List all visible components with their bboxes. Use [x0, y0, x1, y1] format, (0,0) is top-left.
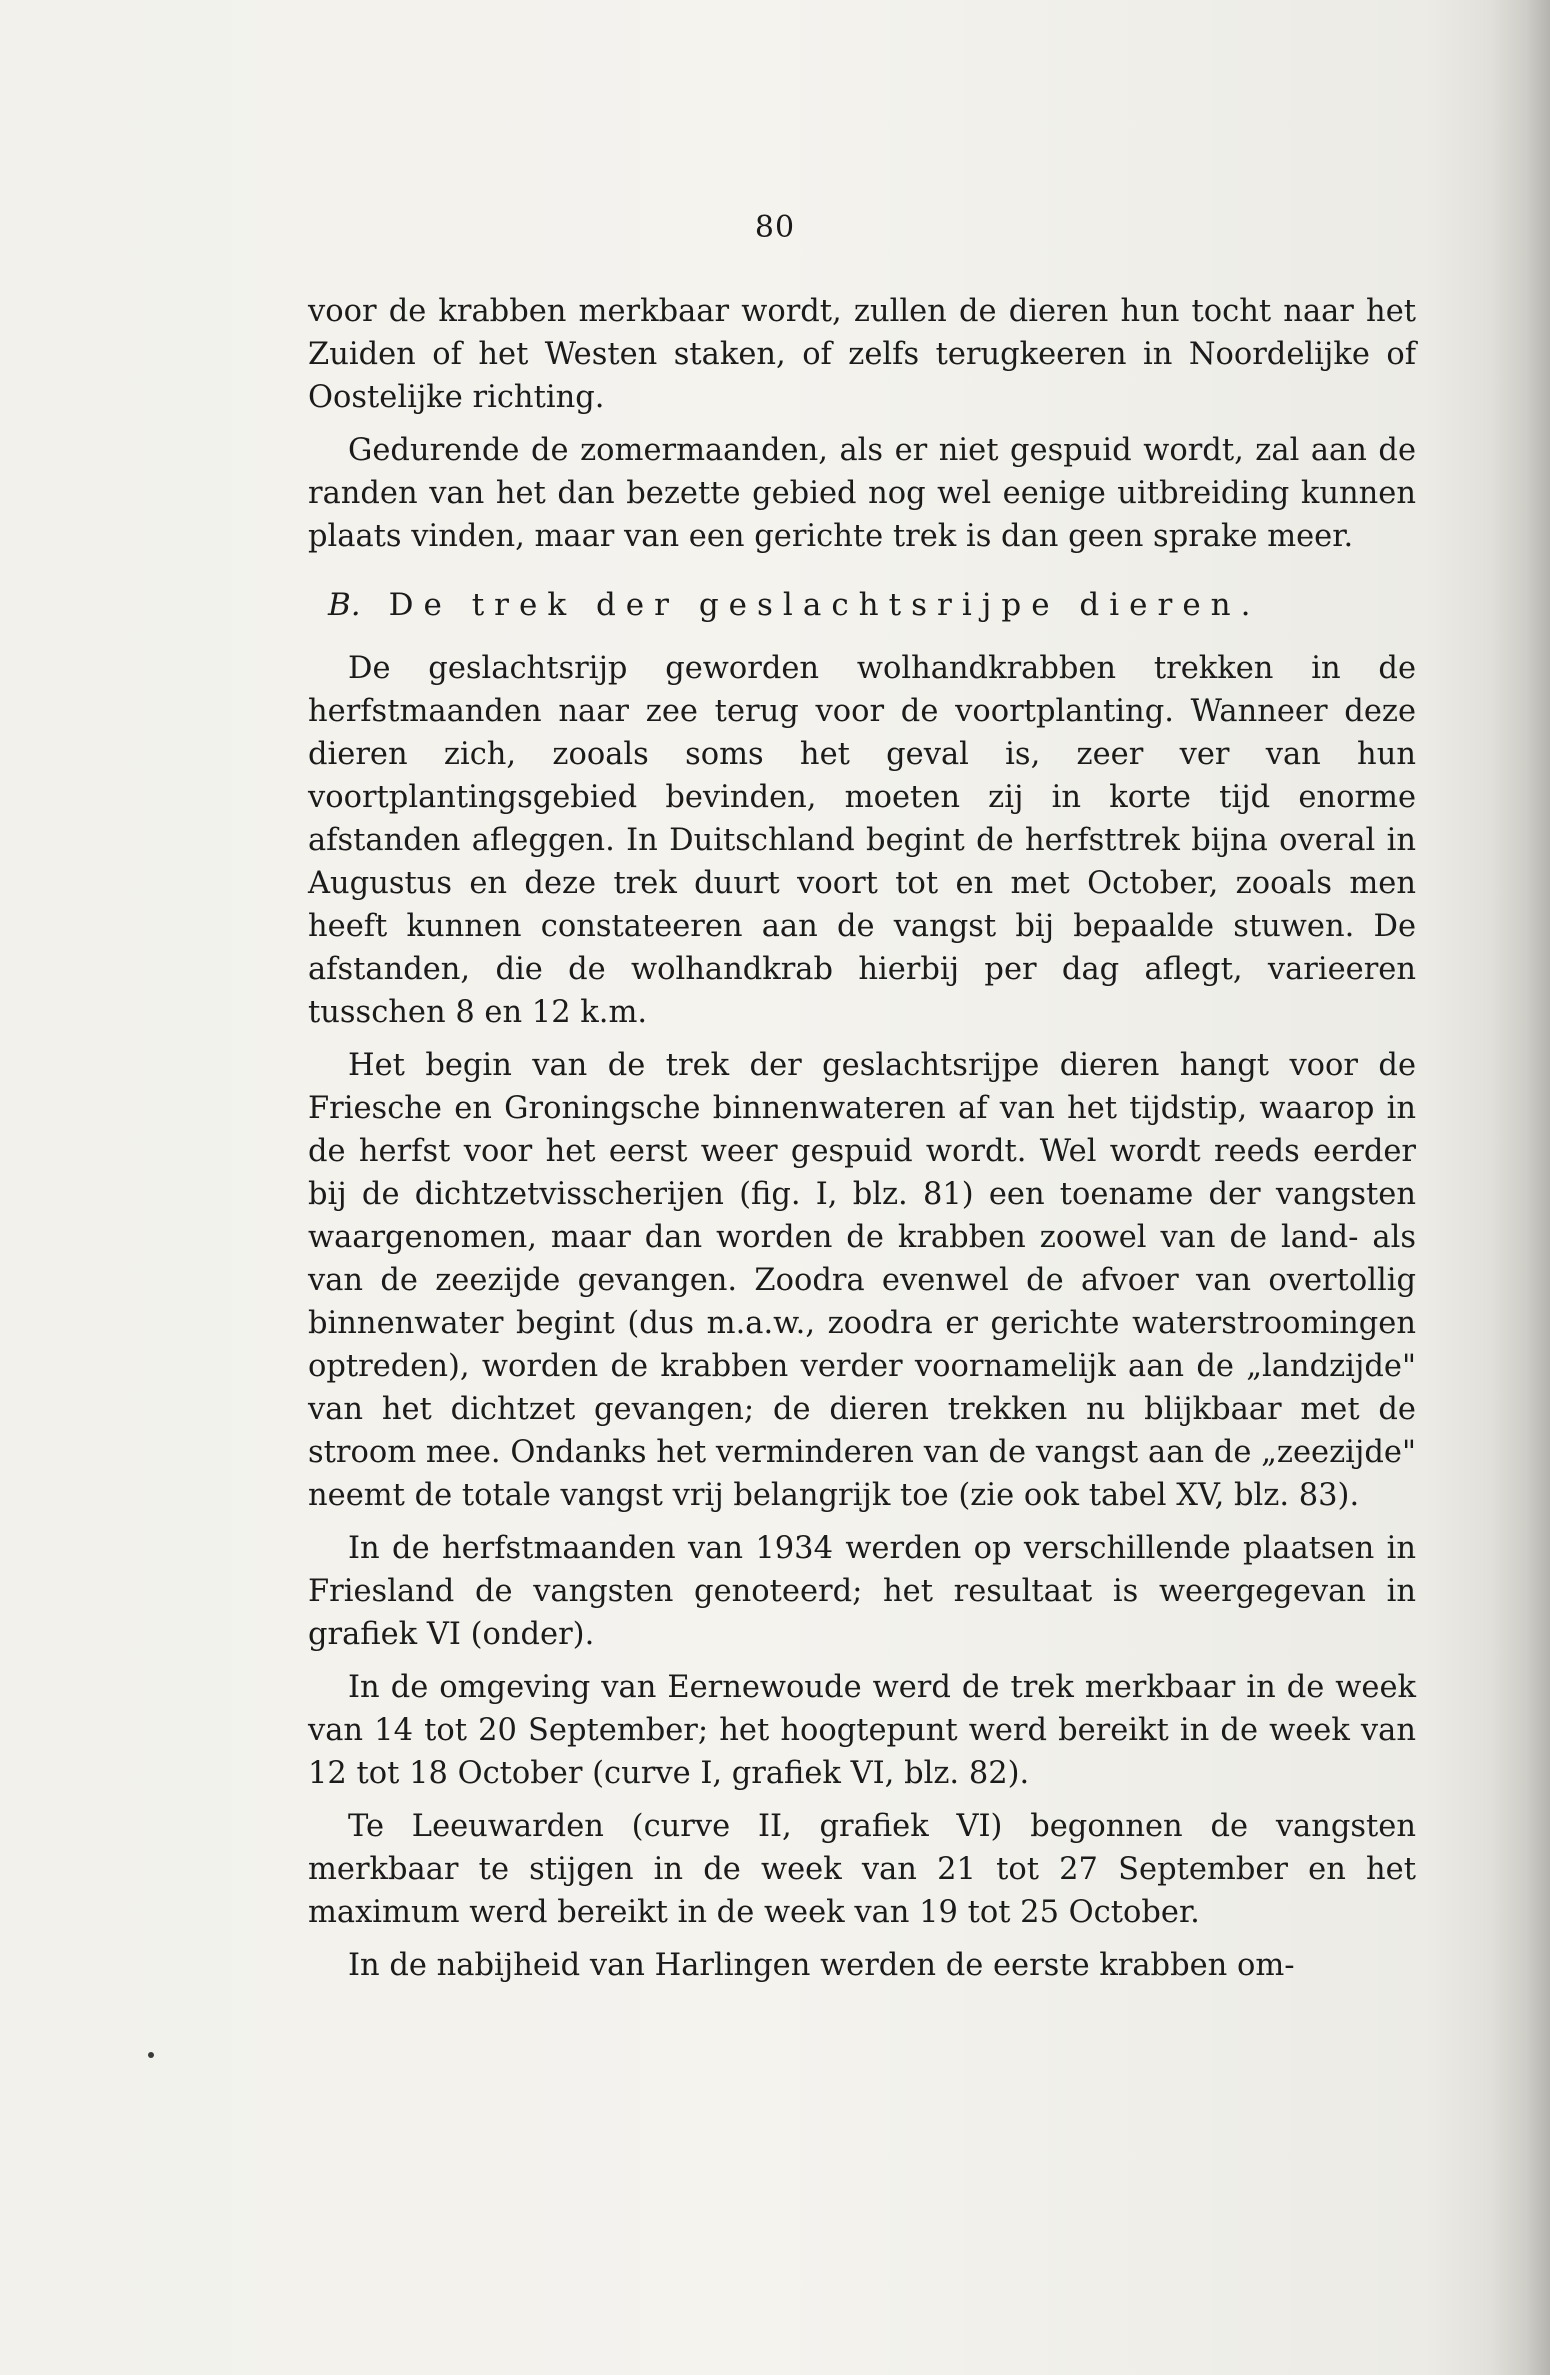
paragraph-eernewoude: In de omgeving van Eernewoude werd de trek merkbaar in de week van 14 tot 20 September; het hoogtepunt werd bereikt in de week van 12 tot 18 October (curve I, grafiek VI, blz. 82).: [308, 1670, 1416, 1791]
page-number: 80: [754, 210, 796, 245]
paragraph-summer-months: Gedurende de zomermaanden, als er niet gespuid wordt, zal aan de randen van het dan bezette gebied nog wel eenige uitbreiding kunnen plaats vinden, maar van een gerichte trek is dan geen sprake meer.: [308, 433, 1416, 554]
paragraph-continuation: voor de krabben merkbaar wordt, zullen de dieren hun tocht naar het Zuiden of het Westen staken, of zelfs terugkeeren in Noordelijke of Oostelijke richting.: [308, 294, 1416, 415]
paragraph-catches-1934: In de herfstmaanden van 1934 werden op verschillende plaatsen in Friesland de vangsten genoteerd; het resultaat is weergegevan in grafiek VI (onder).: [308, 1531, 1416, 1652]
section-letter: B.: [328, 587, 361, 623]
paragraph-leeuwarden: Te Leeuwarden (curve II, grafiek VI) begonnen de vangsten merkbaar te stijgen in de week van 21 tot 27 September en het maximum werd bereikt in de week van 19 tot 25 October.: [308, 1809, 1416, 1930]
paragraph-start-of-migration: Het begin van de trek der geslachtsrijpe dieren hangt voor de Friesche en Groningsche binnenwateren af van het tijdstip, waarop in de herfst voor het eerst weer gespuid wordt. Wel wordt reeds eerder bij de dichtzetvisscherijen (fig. I, blz. 81) een toename der vangsten waargenomen, maar dan worden de krabben zoowel van de land- als van de zeezijde gevangen. Zoodra evenwel de afvoer van overtollig binnenwater begint (dus m.a.w., zoodra er gerichte waterstroomingen optreden), worden de krabben verder voornamelijk aan de „landzijde" van het dichtzet gevangen; de dieren trekken nu blijkbaar met de stroom mee. Ondanks het verminderen van de vangst aan de „zeezijde" neemt de totale vangst vrij belangrijk toe (zie ook tabel XV, blz. 83).: [308, 1048, 1416, 1513]
paragraph-harlingen: In de nabijheid van Harlingen werden de eerste krabben om-: [348, 1948, 1295, 1983]
page-body: [308, 290, 1416, 1987]
section-heading: [328, 584, 1416, 627]
section-title: De trek der geslachtsrijpe dieren.: [388, 587, 1261, 623]
margin-dot: [148, 2052, 154, 2058]
paragraph-autumn-migration: De geslachtsrijp geworden wolhandkrabben trekken in de herfstmaanden naar zee terug voor de voortplanting. Wanneer deze dieren zich, zooals soms het geval is, zeer ver van hun voortplantingsgebied bevinden, moeten zij in korte tijd enorme afstanden afleggen. In Duitschland begint de herfsttrek bijna overal in Augustus en deze trek duurt voort tot en met October, zooals men heeft kunnen constateeren aan de vangst bij bepaalde stuwen. De afstanden, die de wolhandkrab hierbij per dag aflegt, varieeren tusschen 8 en 12 k.m.: [308, 651, 1416, 1030]
page-edge-shadow: [1490, 0, 1550, 2375]
